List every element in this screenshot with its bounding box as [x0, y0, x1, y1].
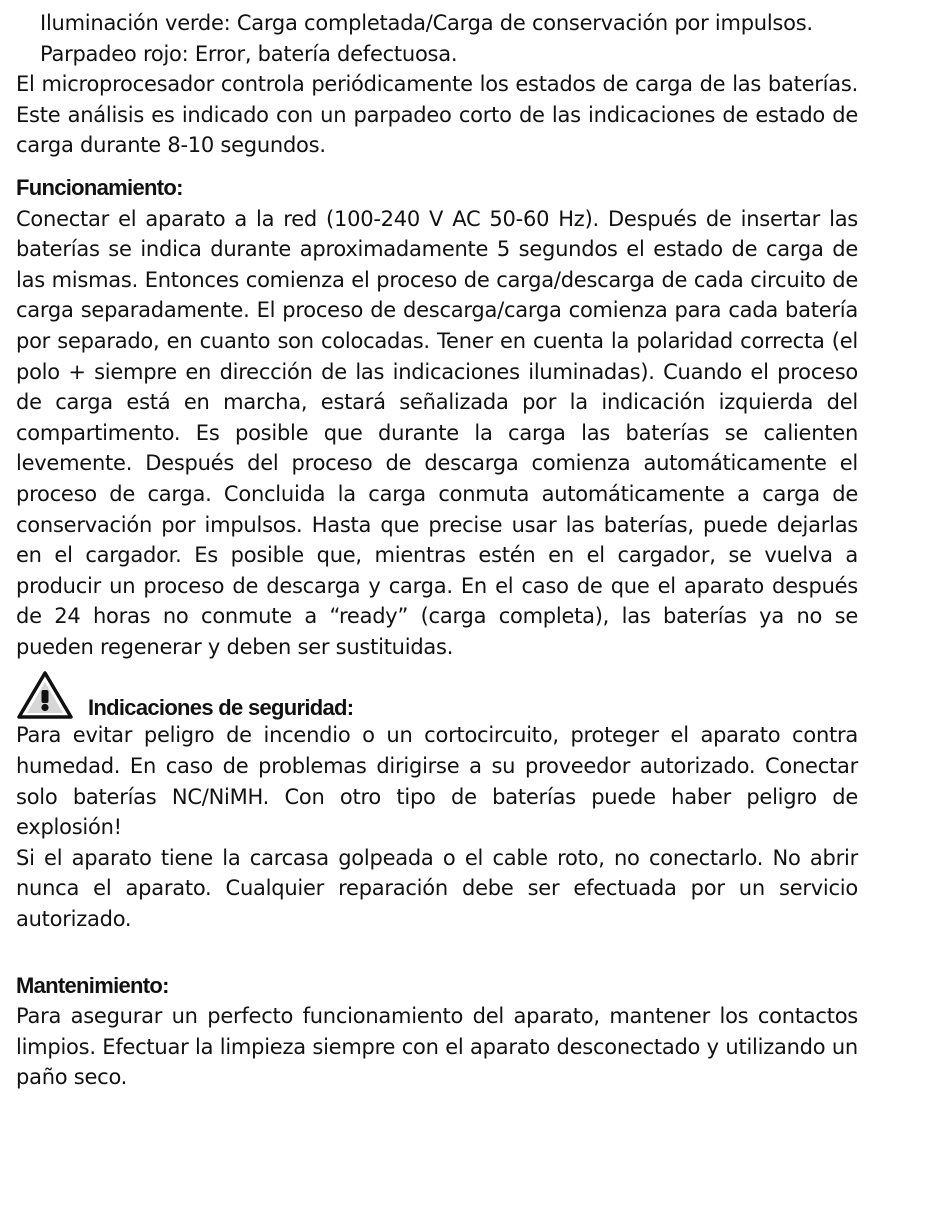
- green-light-line: Iluminación verde: Carga completada/Carga de conservación por impulsos.: [40, 11, 813, 35]
- safety-heading-row: [16, 662, 858, 720]
- mantenimiento-body: Para asegurar un perfecto funcionamiento del aparato, mantener los contactos limpios. Efectuar la limpieza siempre con el aparato desconectado y utilizando un paño seco.: [16, 1004, 858, 1090]
- seguridad-body-2: Si el aparato tiene la carcasa golpeada o el cable roto, no conectarlo. No abrir nunca el aparato. Cualquier reparación debe ser efectuada por un servicio autorizado.: [16, 845, 858, 932]
- warning-triangle-icon: [16, 670, 74, 720]
- red-blink-line: Parpadeo rojo: Error, batería defectuosa.: [40, 41, 458, 66]
- seguridad-heading: Indicaciones de seguridad:: [88, 695, 354, 721]
- funcionamiento-heading: Funcionamiento:: [16, 174, 183, 200]
- seguridad-body-1: Para evitar peligro de incendio o un cortocircuito, proteger el aparato contra humedad. En caso de problemas dirigirse a su proveedor autorizado. Conectar solo baterías NC/NiMH. Con otro tipo de baterías puede haber peligro de explosión!: [16, 723, 858, 840]
- funcionamiento-body: Conectar el aparato a la red (100-240 V AC 50-60 Hz). Después de insertar las baterías se indica durante aproximadamente 5 segundos el estado de carga de las mismas. Entonces comienza el proceso de carga/descarga de cada circuito de carga separadamente. El proceso de descarga/carga comienza para cada batería por separado, en cuanto son colocadas. Tener en cuenta la polaridad correcta (el polo + siempre en dirección de las indicaciones iluminadas). Cuando el proceso de carga está en marcha, estará señalizada por la indicación izquierda del compartimento. Es posible que durante la carga las baterías se calienten levemente. Después del proceso de descarga comienza automáticamente el proceso de carga. Concluida la carga conmuta automáticamente a carga de conservación por impulsos. Hasta que precise usar las baterías, puede dejarlas en el cargador. Es posible que, mientras estén en el cargador, se vuelva a producir un proceso de descarga y carga. En el caso de que el aparato después de 24 horas no conmute a “ready” (carga completa), las baterías ya no se pueden regenerar y deben ser sustituidas.: [16, 206, 858, 659]
- mantenimiento-heading: Mantenimiento:: [16, 972, 169, 998]
- document-page: [16, 8, 858, 1093]
- intro-paragraph: El microprocesador controla periódicamente los estados de carga de las baterías. Este análisis es indicado con un parpadeo corto de las indicaciones de estado de carga durante 8-10 segundos.: [16, 72, 858, 158]
